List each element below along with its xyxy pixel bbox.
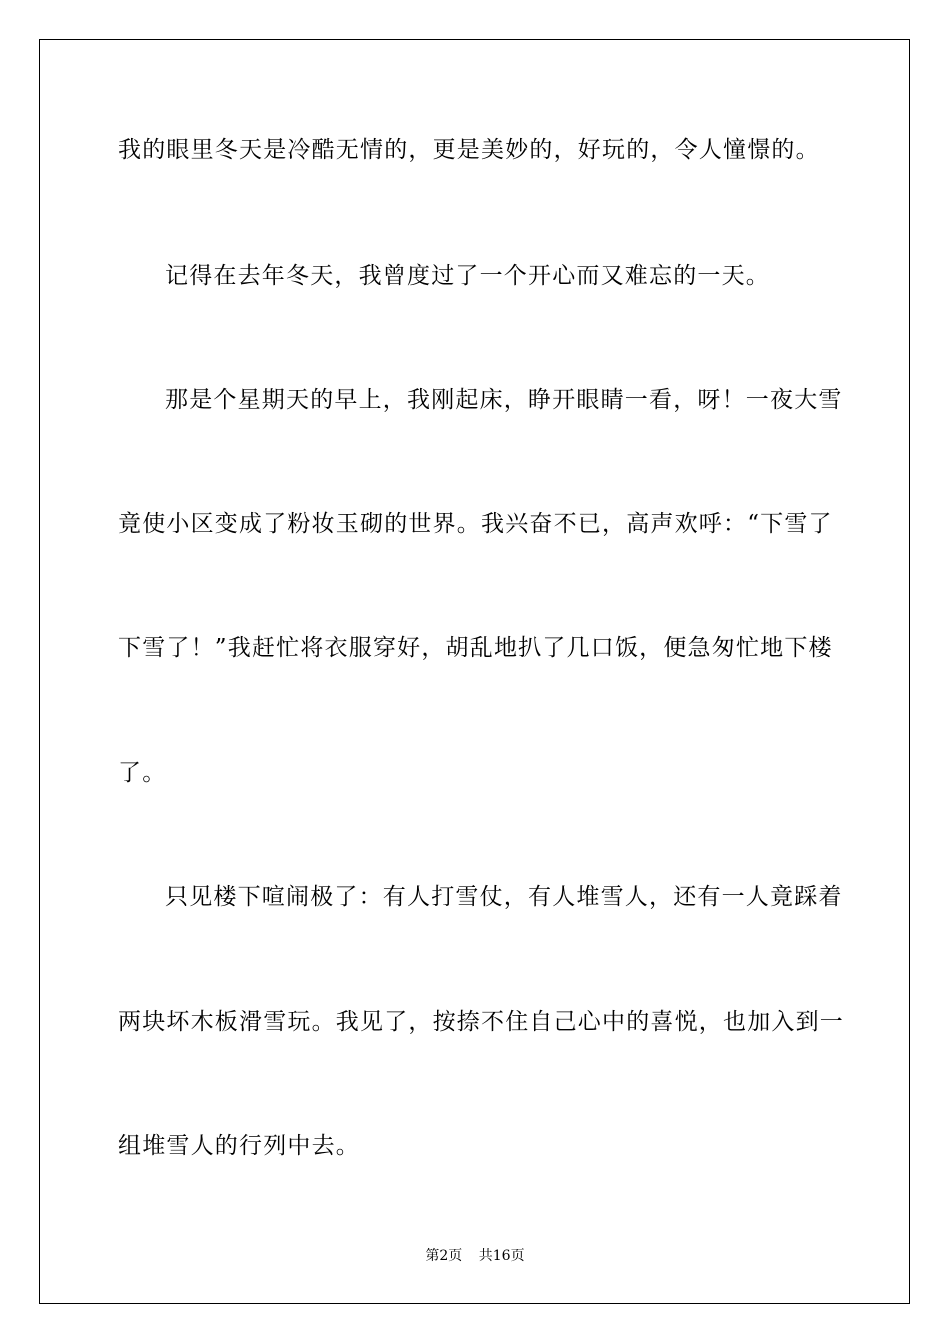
- text-line: 那是个星期天的早上，我刚起床，睁开眼睛一看，呀！一夜大雪: [165, 387, 843, 413]
- text-line: 了。: [118, 760, 167, 786]
- text-line: 竟使小区变成了粉妆玉砌的世界。我兴奋不已，高声欢呼：“下雪了: [118, 511, 833, 537]
- page-number: 第2页: [425, 1248, 463, 1264]
- text-line: 下雪了！”我赶忙将衣服穿好，胡乱地扒了几口饭，便急匆忙地下楼: [118, 635, 833, 661]
- page-border: [39, 39, 910, 1304]
- page-total: 共16页: [478, 1248, 525, 1264]
- text-line: 我的眼里冬天是冷酷无情的，更是美妙的，好玩的，令人憧憬的。: [118, 137, 820, 163]
- text-line: 只见楼下喧闹极了：有人打雪仗，有人堆雪人，还有一人竟踩着: [165, 884, 843, 910]
- page-footer: [0, 1246, 950, 1266]
- text-line: 记得在去年冬天，我曾度过了一个开心而又难忘的一天。: [165, 263, 770, 289]
- text-line: 两块坏木板滑雪玩。我见了，按捺不住自己心中的喜悦，也加入到一: [118, 1009, 844, 1035]
- text-line: 组堆雪人的行列中去。: [118, 1133, 360, 1159]
